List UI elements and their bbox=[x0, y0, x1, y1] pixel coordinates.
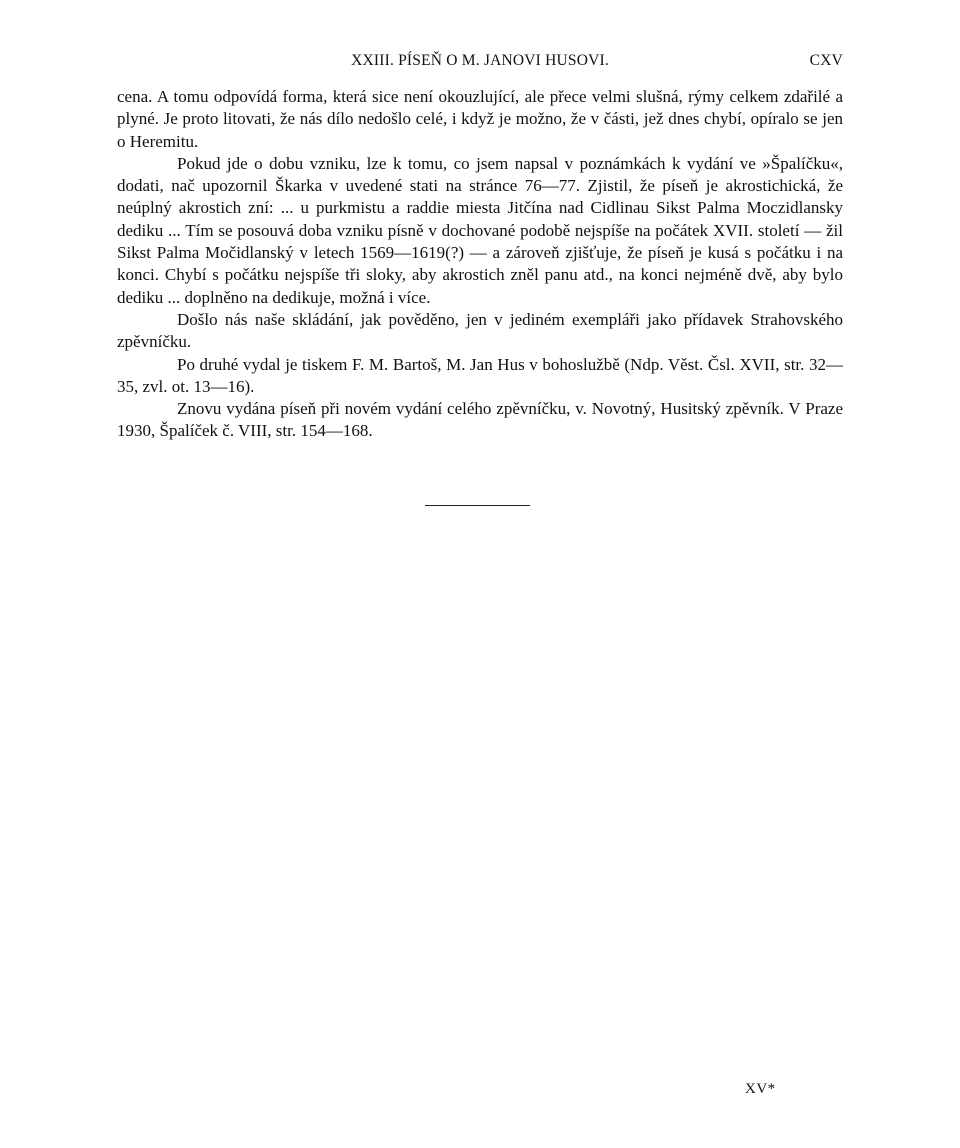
page-number: CXV bbox=[809, 52, 843, 69]
body-text bbox=[117, 86, 843, 443]
paragraph-new-edition: Znovu vydána píseň při novém vydání celého zpěvníčku, v. Novotný, Husitský zpěvník. V Praze 1930, Špalíček č. VIII, str. 154—168. bbox=[117, 399, 843, 441]
signature-mark: XV* bbox=[745, 1081, 776, 1097]
paragraph-dating: Pokud jde o dobu vzniku, lze k tomu, co jsem napsal v poznámkách k vydání ve »Špalíčku«, dodati, nač upozornil Škarka v uvedené stati na stránce 76—77. Zjistil, že píseň je akrostichická, že neúplný akrostich zní: ... u purkmistu a raddie miesta Jitčína nad Cidlinau Sikst Palma Moczidlansky dediku ... Tím se posouvá doba vzniku písně v dochované podobě nejspíše na počátek XVII. století — žil Sikst Palma Močidlanský v letech 1569—1619(?) — a zároveň zjišťuje, že píseň je kusá s počátku i na konci. Chybí s počátku nejspíše tři sloky, aby akrostich zněl panu atd., na konci nejméně dvě, aby bylo dediku ... doplněno na dedikuje, možná i více. bbox=[117, 153, 843, 307]
running-title: XXIII. PÍSEŇ O M. JANOVI HUSOVI. bbox=[351, 52, 609, 69]
section-divider bbox=[425, 505, 530, 506]
paragraph-continuation: cena. A tomu odpovídá forma, která sice není okouzlující, ale přece velmi slušná, rýmy celkem zdařilé a plyné. Je proto litovati, že nás dílo nedošlo celé, i když je možno, že v části, jež dnes chybí, opíralo se jen o Heremitu. bbox=[117, 87, 843, 151]
paragraph-first-edition: Po druhé vydal je tiskem F. M. Bartoš, M. Jan Hus v bohoslužbě (Ndp. Věst. Čsl. XVII, str. 32—35, zvl. ot. 13—16). bbox=[117, 354, 843, 396]
running-header bbox=[117, 52, 843, 72]
paragraph-source: Došlo nás naše skládání, jak pověděno, jen v jediném exempláři jako přídavek Strahovského zpěvníčku. bbox=[117, 309, 843, 352]
